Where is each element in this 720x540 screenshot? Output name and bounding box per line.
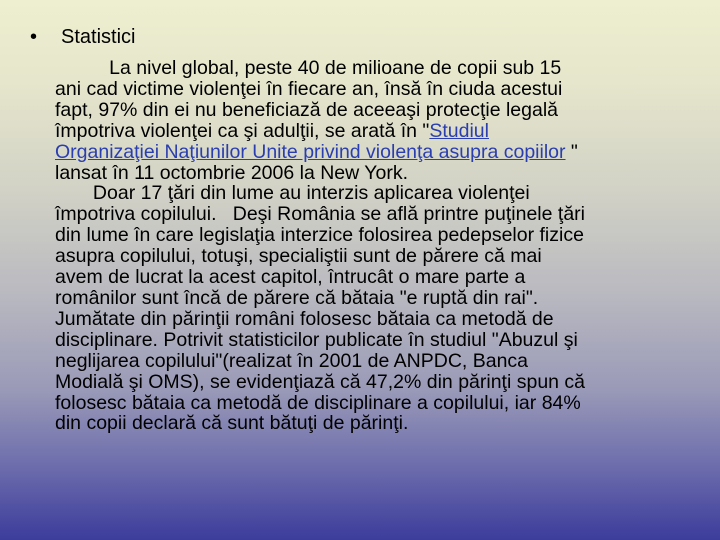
study-link-part-1[interactable]: Studiul [429, 119, 489, 142]
text-line: avem de lucrat la acest capitol, întrucât o mare parte a [55, 266, 526, 289]
text-line: asupra copilului, totuşi, specialiştii sunt de părere că mai [55, 245, 542, 268]
text-line: din copii declară că sunt bătuţi de părinţi. [55, 412, 409, 435]
text-line: Jumătate din părinţii români folosesc bătaia ca metodă de [55, 307, 554, 330]
text-line [55, 142, 715, 163]
text-line [55, 121, 715, 142]
text-line: românilor sunt încă de părere că bătaia "e ruptă din rai". [55, 286, 539, 309]
bullet-marker: • [30, 26, 38, 48]
text-segment: împotriva violenţei ca şi adulţii, se arată în " [55, 119, 430, 142]
text-line: fapt, 97% din ei nu beneficiază de aceeaşi protecţie legală [55, 98, 559, 121]
text-line: Doar 17 ţări din lume au interzis aplicarea violenţei [55, 182, 530, 205]
slide-heading: Statistici [61, 26, 136, 48]
text-line: Modială şi OMS), se evidenţiază că 47,2% din părinţi spun că [55, 370, 586, 393]
text-line: împotriva copilului. Deşi România se află printre puţinele ţări [55, 203, 585, 226]
text-line: neglijarea copilului"(realizat în 2001 de ANPDC, Banca [55, 349, 529, 372]
text-line: lansat în 11 octombrie 2006 la New York. [55, 161, 409, 184]
text-segment: " [565, 140, 578, 163]
text-line: La nivel global, peste 40 de milioane de copii sub 15 [55, 57, 562, 79]
text-line: folosesc bătaia ca metodă de disciplinare a copilului, iar 84% [55, 391, 581, 414]
text-line: disciplinare. Potrivit statisticilor publicate în studiul "Abuzul şi [55, 328, 578, 351]
study-link-part-2[interactable]: Organizaţiei Naţiunilor Unite privind violenţa asupra copiilor [55, 140, 566, 163]
text-line: din lume în care legislaţia interzice folosirea pedepselor fizice [55, 224, 584, 247]
text-line: ani cad victime violenţei în fiecare an, însă în ciuda acestui [55, 77, 563, 100]
slide-body-text [55, 58, 715, 434]
